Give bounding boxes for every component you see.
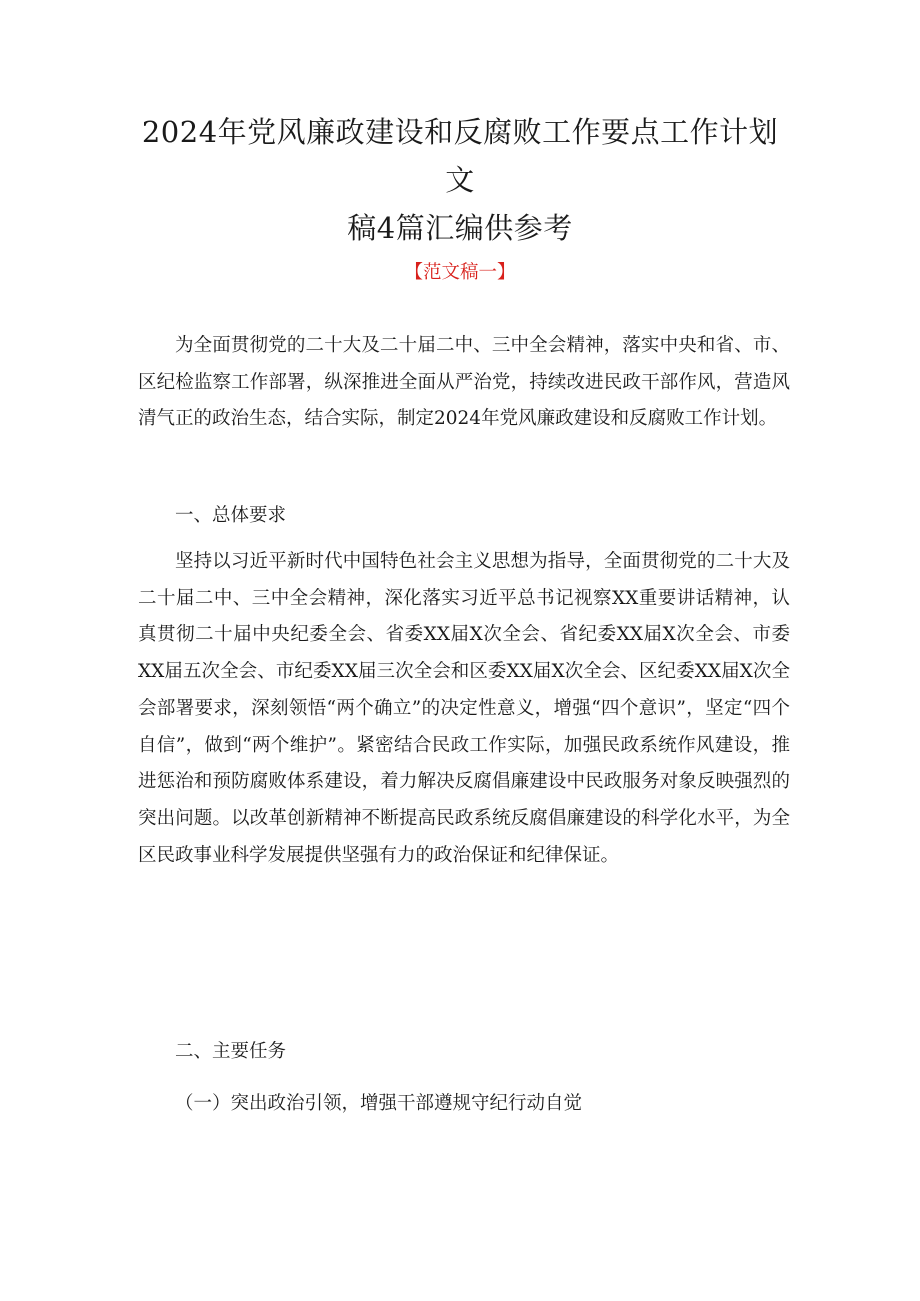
intro-paragraph: 为全面贯彻党的二十大及二十届二中、三中全会精神，落实中央和省、市、区纪检监察工作部署，纵深推进全面从严治党，持续改进民政干部作风，营造风清气正的政治生态，结合实际，制定2024年党风廉政建设和反腐败工作计划。 xyxy=(138,335,790,430)
title-line-2: 稿4篇汇编供参考 xyxy=(347,211,573,245)
section-label: 【范文稿一】 xyxy=(404,262,516,283)
document-title xyxy=(130,108,790,252)
title-line-1: 2024年党风廉政建设和反腐败工作要点工作计划文 xyxy=(141,115,779,197)
general-requirements-paragraph: 坚持以习近平新时代中国特色社会主义思想为指导，全面贯彻党的二十大及二十届二中、三中全会精神，深化落实习近平总书记视察XX重要讲话精神，认真贯彻二十届中央纪委全会、省委XX届X次全会、省纪委XX届X次全会、市委XX届五次全会、市纪委XX届三次全会和区委XX届X次全会、区纪委XX届X次全会部署要求，深刻领悟“两个确立”的决定性意义，增强“四个意识”，坚定“四个自信”，做到“两个维护”。紧密结合民政工作实际，加强民政系统作风建设，推进惩治和预防腐败体系建设，着力解决反腐倡廉建设中民政服务对象反映强烈的突出问题。以改革创新精神不断提高民政系统反腐倡廉建设的科学化水平，为全区民政事业科学发展提供坚强有力的政治保证和纪律保证。 xyxy=(138,551,790,866)
subheading-task-one: （一）突出政治引领，增强干部遵规守纪行动自觉 xyxy=(175,1093,583,1114)
heading-main-tasks: 二、主要任务 xyxy=(175,1041,287,1062)
heading-general-requirements: 一、总体要求 xyxy=(175,505,287,526)
